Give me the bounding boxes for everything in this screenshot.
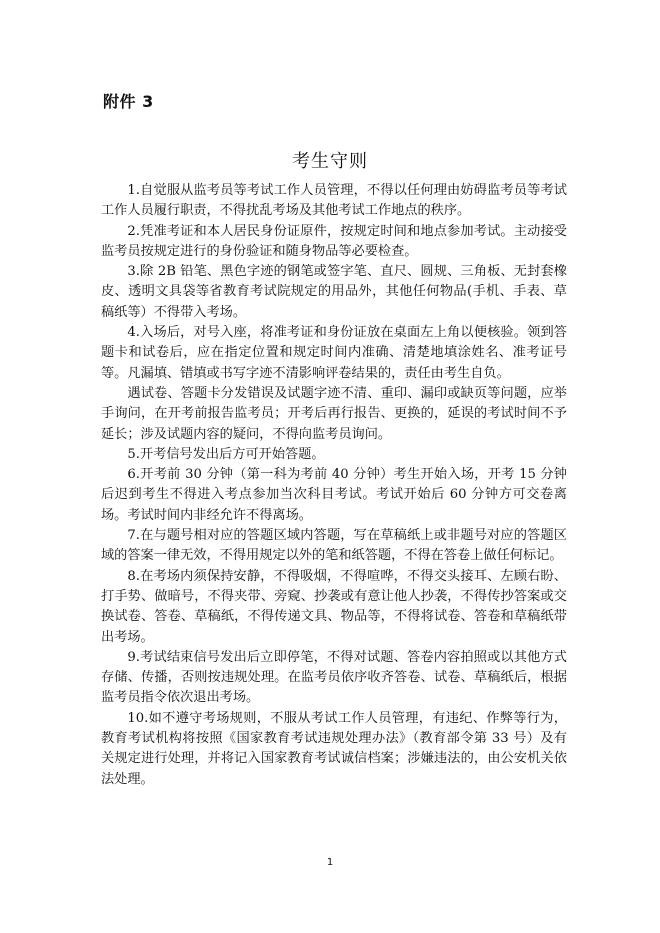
- rules-body: [101, 181, 567, 790]
- attachment-label: 附件 3: [103, 92, 154, 111]
- page-title: 考生守则: [292, 151, 368, 172]
- rule-paragraph-10: 10.如不遵守考场规则，不服从考试工作人员管理，有违纪、作弊等行为，教育考试机构将按照《国家教育考试违规处理办法》（教育部令第 33 号）及有关规定进行处理，并将记入国家教育考试诚信档案；涉嫌违法的，由公安机关依法处理。: [101, 710, 567, 787]
- rule-paragraph-2: 2.凭准考证和本人居民身份证原件，按规定时间和地点参加考试。主动接受监考员按规定进行的身份验证和随身物品等必要检查。: [101, 223, 567, 259]
- rule-paragraph-8: 8.在考场内须保持安静，不得吸烟，不得喧哗，不得交头接耳、左顾右盼、打手势、做暗号，不得夹带、旁窥、抄袭或有意让他人抄袭，不得传抄答案或交换试卷、答卷、草稿纸，不得传递文具、物品等，不得将试卷、答卷和草稿纸带出考场。: [101, 568, 567, 645]
- rule-paragraph-4: 4.入场后，对号入座，将准考证和身份证放在桌面左上角以便核验。领到答题卡和试卷后，应在指定位置和规定时间内准确、清楚地填涂姓名、准考证号等。凡漏填、错填或书写字迹不清影响评卷结果的，责任由考生自负。: [101, 325, 567, 381]
- rule-paragraph-1: 1.自觉服从监考员等考试工作人员管理，不得以任何理由妨碍监考员等考试工作人员履行职责，不得扰乱考场及其他考试工作地点的秩序。: [101, 183, 567, 219]
- rule-paragraph-6: 6.开考前 30 分钟（第一科为考前 40 分钟）考生开始入场，开考 15 分钟后迟到考生不得进入考点参加当次科目考试。考试开始后 60 分钟方可交卷离场。考试时间内非经允许不得离场。: [101, 467, 567, 523]
- rule-paragraph-4-continued: 遇试卷、答题卡分发错误及试题字迹不清、重印、漏印或缺页等问题，应举手询问，在开考前报告监考员；开考后再行报告、更换的，延误的考试时间不予延长；涉及试题内容的疑问，不得向监考员询问。: [101, 385, 567, 442]
- rule-paragraph-3: 3.除 2B 铅笔、黑色字迹的钢笔或签字笔、直尺、圆规、三角板、无封套橡皮、透明文具袋等省教育考试院规定的用品外，其他任何物品(手机、手表、草稿纸等）不得带入考场。: [101, 264, 567, 320]
- rule-paragraph-7: 7.在与题号相对应的答题区域内答题，写在草稿纸上或非题号对应的答题区域的答案一律无效，不得用规定以外的笔和纸答题，不得在答卷上做任何标记。: [101, 528, 567, 564]
- rule-paragraph-5: 5.开考信号发出后方可开始答题。: [127, 446, 325, 462]
- page-number: 1: [326, 857, 334, 868]
- rule-paragraph-9: 9.考试结束信号发出后立即停笔，不得对试题、答卷内容拍照或以其他方式存储、传播，否则按违规处理。在监考员依序收齐答卷、试卷、草稿纸后，根据监考员指令依次退出考场。: [101, 649, 567, 706]
